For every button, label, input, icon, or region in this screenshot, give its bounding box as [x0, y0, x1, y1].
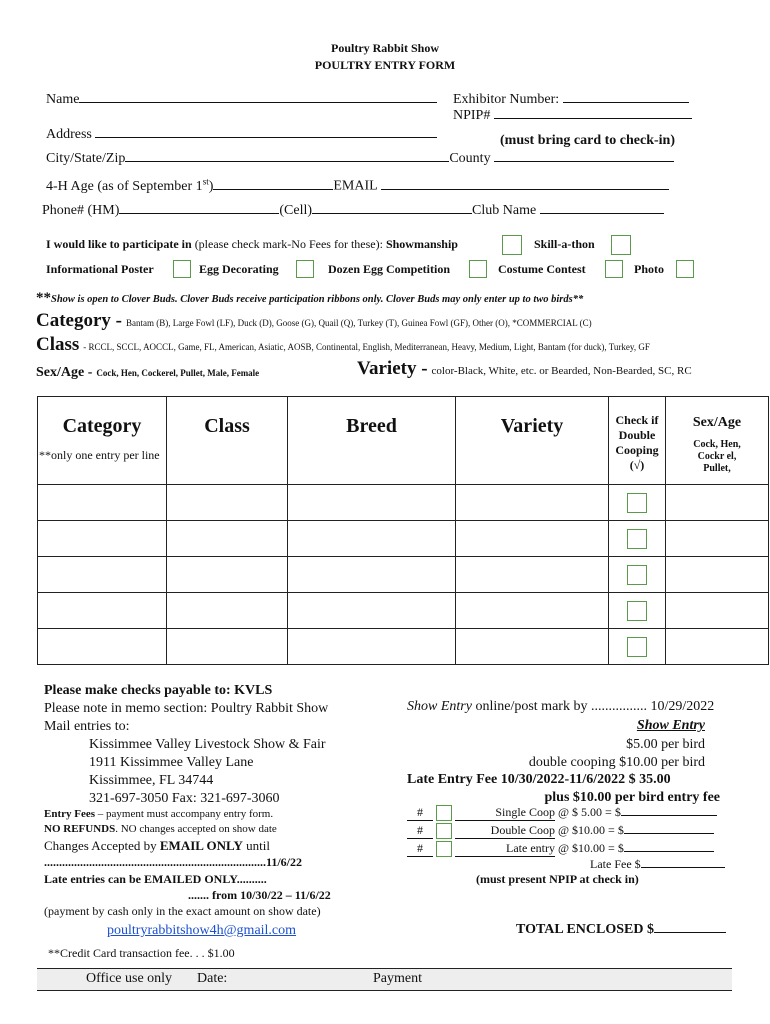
cash-note: (payment by cash only in the exact amount on show date): [44, 904, 321, 918]
single-coop-price: @ $ 5.00 = $: [558, 805, 621, 819]
breed-header: Breed: [346, 415, 397, 437]
double-cooping-cell: [609, 485, 666, 521]
table-row: [38, 485, 769, 521]
dozen-egg-label: Dozen Egg Competition: [328, 262, 450, 276]
costume-contest-label: Costume Contest: [498, 262, 586, 276]
office-payment-label: Payment: [373, 971, 422, 986]
club-name-label: Club Name: [472, 203, 537, 218]
skill-a-thon-label: Skill-a-thon: [534, 237, 595, 251]
clover-buds-note: **Show is open to Clover Buds. Clover Buds receive participation ribbons only. Clover Buds may only enter up to two birds**: [36, 290, 584, 306]
exhibitor-number-field[interactable]: [453, 92, 689, 108]
late-entries-emailed: Late entries can be EMAILED ONLY..........: [44, 872, 267, 886]
category-header-note: **only one entry per line: [39, 448, 160, 462]
class-cell[interactable]: [167, 521, 288, 557]
category-cell[interactable]: [38, 557, 167, 593]
memo-note: Please note in memo section: Poultry Rabbit Show: [44, 701, 329, 716]
sex-age-header-note: Cock, Hen, Cockr el, Pullet,: [693, 439, 741, 474]
name-field[interactable]: [46, 92, 437, 108]
variety-header-cell: [456, 397, 609, 485]
sex-age-cell[interactable]: [666, 557, 769, 593]
variety-cell[interactable]: [456, 521, 609, 557]
address-field[interactable]: [46, 127, 437, 143]
double-cooping-cell: [609, 593, 666, 629]
cell-label: (Cell): [279, 203, 313, 218]
contact-phone: 321-697-3050 Fax: 321-697-3060: [89, 791, 280, 806]
participate-note: (please check mark-No Fees for these):: [194, 237, 383, 251]
city-state-zip-label: City/State/Zip: [46, 151, 126, 166]
sex-age-cell[interactable]: [666, 485, 769, 521]
late-fee-total[interactable]: Late Fee $: [590, 857, 725, 872]
double-coop-amount[interactable]: [624, 832, 714, 834]
costume-contest-checkbox[interactable]: [605, 260, 623, 278]
changes-deadline: ..........................................................................11/6/22: [44, 855, 303, 869]
sex-age-cell[interactable]: [666, 521, 769, 557]
late-entry-count-box[interactable]: [436, 841, 452, 857]
late-entry-row: [407, 841, 714, 857]
late-entry-price: @ $10.00 = $: [558, 841, 624, 855]
mail-address-line-3: Kissimmee, FL 34744: [89, 773, 214, 788]
npip-check-in-note: (must present NPIP at check in): [476, 872, 639, 886]
double-cooping-fee: double cooping $10.00 per bird: [528, 755, 705, 770]
single-coop-amount[interactable]: [621, 814, 717, 816]
variety-legend-values: color-Black, White, etc. or Bearded, Non-Bearded, SC, RC: [431, 365, 692, 377]
breed-header-cell: [288, 397, 456, 485]
address-label: Address: [46, 127, 92, 142]
photo-checkbox[interactable]: [676, 260, 694, 278]
changes-accepted: Changes Accepted by EMAIL ONLY until: [44, 838, 270, 853]
class-cell[interactable]: [167, 593, 288, 629]
form-subtitle: POULTRY ENTRY FORM: [314, 58, 456, 72]
name-label: Name: [46, 92, 80, 107]
variety-legend-label: Variety -: [357, 358, 428, 379]
double-cooping-checkbox[interactable]: [627, 493, 647, 513]
skill-a-thon-checkbox[interactable]: [611, 235, 631, 255]
email-label: EMAIL: [333, 178, 378, 194]
no-refunds-note: NO REFUNDS. NO changes accepted on show date: [44, 823, 277, 835]
npip-label: NPIP#: [453, 108, 491, 123]
county-label: County: [449, 151, 491, 166]
phone-row[interactable]: [42, 203, 664, 219]
category-legend: [36, 310, 592, 332]
double-cooping-cell: [609, 521, 666, 557]
category-cell[interactable]: [38, 521, 167, 557]
category-header-cell: [38, 397, 167, 485]
phone-hm-label: Phone# (HM): [42, 203, 120, 218]
double-cooping-checkbox[interactable]: [627, 565, 647, 585]
entry-fees-note: Entry Fees – payment must accompany entry form.: [44, 808, 274, 820]
variety-header: Variety: [500, 415, 564, 437]
table-row: [38, 629, 769, 665]
table-row: [38, 521, 769, 557]
double-cooping-header: Check if Double Cooping (√): [615, 413, 659, 472]
single-coop-count-box[interactable]: [436, 805, 452, 821]
category-header: Category: [62, 415, 142, 437]
npip-field[interactable]: [453, 108, 692, 124]
show-entry-deadline: Show Entry online/post mark by ................ 10/29/2022: [407, 699, 715, 714]
entry-table: [37, 396, 769, 665]
breed-cell[interactable]: [288, 485, 456, 521]
informational-poster-checkbox[interactable]: [173, 260, 191, 278]
single-coop-row: [407, 805, 717, 821]
egg-decorating-checkbox[interactable]: [296, 260, 314, 278]
class-legend-values: - RCCL, SCCL, AOCCL, Game, FL, American, Asiatic, AOSB, Continental, English, Mediterranean, Heavy, Medium, Light, Bantam (for duck), Turkey, GF: [83, 342, 650, 352]
total-enclosed[interactable]: TOTAL ENCLOSED $: [516, 922, 726, 938]
must-bring-card-note: (must bring card to check-in): [500, 133, 675, 148]
sex-age-header-cell: [666, 397, 769, 485]
late-entries-dates: ....... from 10/30/22 – 11/6/22: [188, 888, 331, 902]
single-coop-label: Single Coop: [455, 805, 555, 821]
breed-cell[interactable]: [288, 593, 456, 629]
category-legend-label: Category -: [36, 310, 122, 331]
category-cell[interactable]: [38, 485, 167, 521]
variety-cell[interactable]: [456, 629, 609, 665]
category-cell[interactable]: [38, 629, 167, 665]
variety-legend: [357, 358, 692, 380]
table-row: [38, 593, 769, 629]
double-coop-row: [407, 823, 714, 839]
double-cooping-cell: [609, 629, 666, 665]
informational-poster-label: Informational Poster: [46, 262, 154, 276]
category-cell[interactable]: [38, 593, 167, 629]
participate-lead: I would like to participate in: [46, 237, 192, 251]
double-cooping-cell: [609, 557, 666, 593]
dozen-egg-checkbox[interactable]: [469, 260, 487, 278]
age-label: 4-H Age (as of September 1st): [46, 176, 214, 194]
photo-label: Photo: [634, 262, 664, 276]
egg-decorating-label: Egg Decorating: [199, 262, 279, 276]
credit-card-fee: **Credit Card transaction fee. . . $1.00: [48, 946, 235, 960]
variety-cell[interactable]: [456, 593, 609, 629]
breed-cell[interactable]: [288, 521, 456, 557]
class-cell[interactable]: [167, 485, 288, 521]
class-header-cell: [167, 397, 288, 485]
mail-address-line-1: Kissimmee Valley Livestock Show & Fair: [89, 737, 326, 752]
participate-row-1: [46, 237, 458, 252]
double-cooping-checkbox[interactable]: [627, 529, 647, 549]
class-cell[interactable]: [167, 557, 288, 593]
double-coop-count-box[interactable]: [436, 823, 452, 839]
variety-cell[interactable]: [456, 485, 609, 521]
contact-email-link[interactable]: poultryrabbitshow4h@gmail.com: [107, 923, 297, 938]
sex-age-cell[interactable]: [666, 629, 769, 665]
sex-age-cell[interactable]: [666, 593, 769, 629]
exhibitor-number-label: Exhibitor Number:: [453, 92, 560, 107]
table-row: [38, 557, 769, 593]
late-entry-amount[interactable]: [624, 850, 714, 852]
late-entry-plus: plus $10.00 per bird entry fee: [544, 790, 720, 805]
mail-entries: Mail entries to:: [44, 719, 130, 734]
entry-table-header: [38, 397, 769, 485]
double-coop-label: Double Coop: [455, 823, 555, 839]
sex-age-header: Sex/Age: [692, 415, 742, 430]
class-legend: [36, 334, 650, 356]
showmanship-label: Showmanship: [385, 237, 458, 251]
late-entry-hash: #: [407, 841, 433, 857]
office-date-label: Date:: [197, 971, 228, 986]
age-email-row[interactable]: [46, 176, 669, 195]
show-entry-heading: Show Entry: [636, 718, 705, 733]
late-entry-label: Late entry: [455, 841, 555, 857]
double-cooping-header-cell: [609, 397, 666, 485]
double-cooping-checkbox[interactable]: [627, 637, 647, 657]
late-entry-fee: Late Entry Fee 10/30/2022-11/6/2022 $ 35.00: [407, 772, 671, 787]
office-use-label: Office use only: [86, 971, 173, 986]
category-legend-values: Bantam (B), Large Fowl (LF), Duck (D), Goose (G), Quail (Q), Turkey (T), Guinea Fowl (GF), Other (O), *COMMERCIAL (C): [126, 318, 592, 328]
sex-age-legend: [36, 363, 259, 381]
sex-age-legend-label: Sex/Age -: [36, 365, 93, 380]
per-bird-fee: $5.00 per bird: [626, 737, 705, 752]
variety-cell[interactable]: [456, 557, 609, 593]
sex-age-legend-values: Cock, Hen, Cockerel, Pullet, Male, Female: [96, 368, 260, 378]
class-header: Class: [204, 415, 250, 437]
double-coop-hash: #: [407, 823, 433, 839]
breed-cell[interactable]: [288, 557, 456, 593]
form-title: Poultry Rabbit Show: [330, 41, 440, 55]
breed-cell[interactable]: [288, 629, 456, 665]
showmanship-checkbox[interactable]: [502, 235, 522, 255]
checks-payable: Please make checks payable to: KVLS: [44, 683, 273, 698]
double-coop-price: @ $10.00 = $: [558, 823, 624, 837]
double-cooping-checkbox[interactable]: [627, 601, 647, 621]
mail-address-line-2: 1911 Kissimmee Valley Lane: [89, 755, 254, 770]
class-legend-label: Class: [36, 334, 80, 355]
class-cell[interactable]: [167, 629, 288, 665]
single-coop-hash: #: [407, 805, 433, 821]
city-state-zip-field[interactable]: [46, 151, 674, 167]
